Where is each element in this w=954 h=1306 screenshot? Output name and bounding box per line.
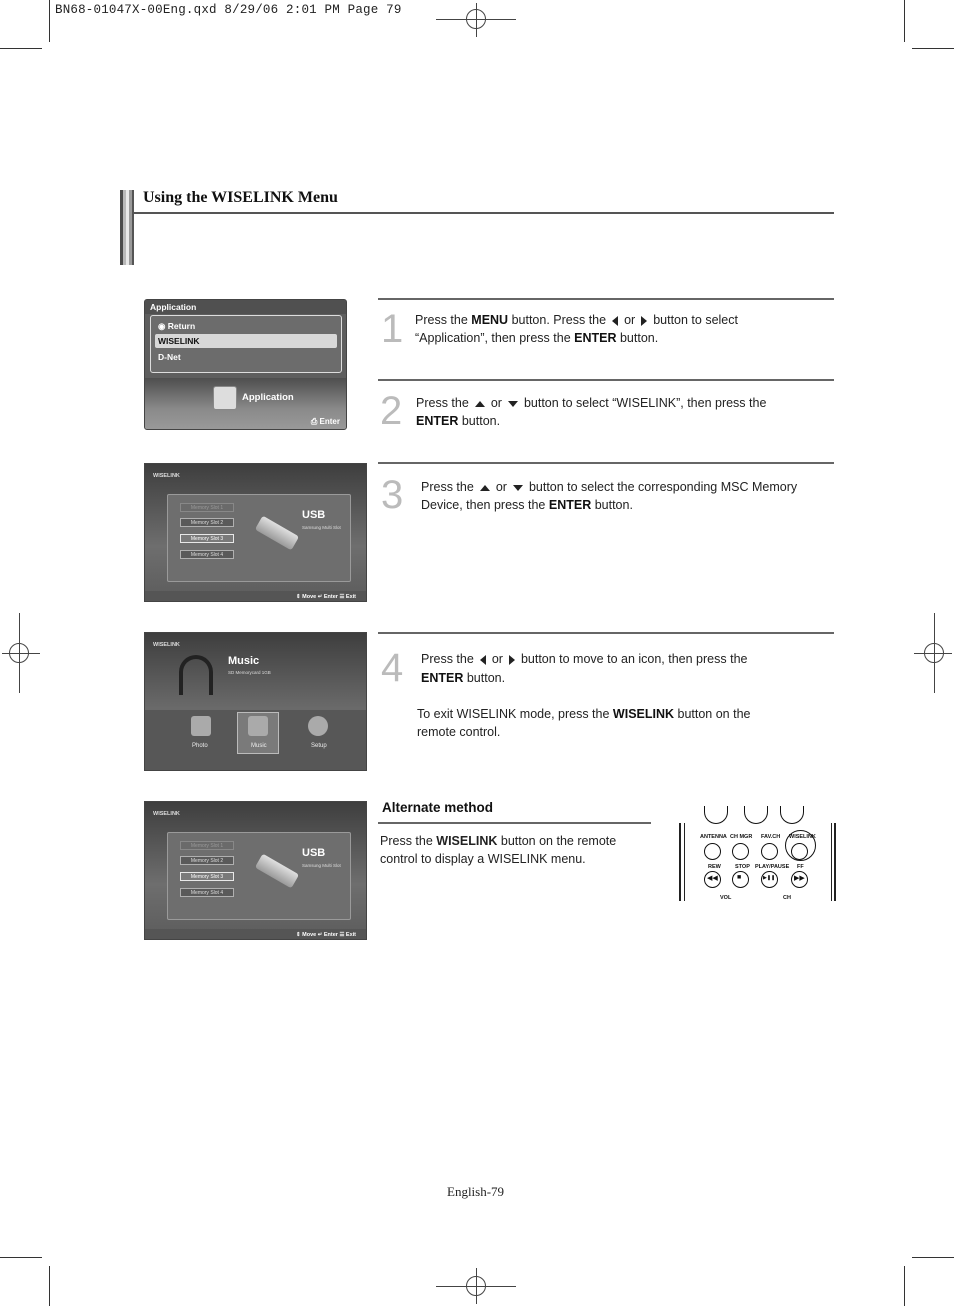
memory-slot-3: Memory Slot 3 [180,872,234,881]
antenna-label: ANTENNA [700,834,727,840]
photo-icon [191,716,211,736]
step-1-text: Press the MENU button. Press the or button to select “Application”, then press the ENTER button. [415,313,738,345]
usb-plug-icon [255,854,299,889]
remote-right-edge-inner [831,823,832,901]
step-2-rule [378,379,834,381]
alternate-method-text: Press the WISELINK button on the remote control to display a WISELINK menu. [380,834,617,866]
remote-left-edge-inner [684,823,685,901]
rew-button [704,871,721,888]
down-arrow-icon [513,485,523,491]
step-2-number: 2 [380,389,403,433]
ch-label: CH [783,895,791,901]
app-screen-footer [145,378,346,430]
up-arrow-icon [480,485,490,491]
antenna-button [704,843,721,860]
ch-mgr-button [732,843,749,860]
return-icon: ◉ [158,321,166,331]
section-title: Using the WISELINK Menu [143,189,338,206]
remote-control-illustration [679,812,836,904]
stop-icon: ■ [737,874,742,881]
application-menu-screenshot [144,299,347,430]
menu-item-wiselink: WISELINK [158,336,200,346]
memory-slot-3: Memory Slot 3 [180,534,234,543]
music-label: Music [251,743,267,749]
wiselink-logo: WISELINK [153,811,180,817]
usb-plug-icon [255,516,299,551]
step-4-rule [378,632,834,634]
section-rule [134,212,834,214]
usb-memory-slot-screenshot-2 [144,801,367,940]
remote-top-button-arc [744,806,768,824]
step-1-number: 1 [381,307,404,351]
wiselink-logo: WISELINK [153,642,180,648]
step-4-text: Press the or button to move to an icon, then press the ENTER button. [421,652,748,685]
memory-slot-4: Memory Slot 4 [180,550,234,559]
step-4-number: 4 [381,646,404,690]
memory-slot-4: Memory Slot 4 [180,888,234,897]
alternate-method-title: Alternate method [382,800,494,815]
usb-panel [167,494,351,582]
usb-subtitle: Samsung Multi Slot [302,525,341,530]
right-arrow-icon [509,655,515,665]
usb-panel [167,832,351,920]
play-pause-button [761,871,778,888]
rewind-icon: ◀◀ [707,875,718,882]
memory-slot-1: Memory Slot 1 [180,841,234,850]
memory-slot-2: Memory Slot 2 [180,518,234,527]
menu-item-dnet: D-Net [158,352,181,362]
step-1-rule [378,298,834,300]
step-3-rule [378,462,834,464]
usb-subtitle: Samsung Multi Slot [302,863,341,868]
usb-title: USB [302,509,326,521]
print-slug: BN68-01047X-00Eng.qxd 8/29/06 2:01 PM Page 79 [55,3,402,17]
vol-label: VOL [720,895,732,901]
step-3-number: 3 [381,473,404,517]
left-arrow-icon [612,316,618,326]
menu-item-return: ◉ Return [158,321,196,331]
enter-icon: ⎙ [310,417,318,426]
wiselink-logo: WISELINK [153,473,180,479]
app-menu-list [150,315,342,373]
fav-ch-button [761,843,778,860]
setup-gear-icon [308,716,328,736]
music-title: Music [228,655,260,667]
play-pause-icon: ▶❚❚ [763,875,776,881]
remote-top-button-arc [780,806,804,824]
music-icon [248,716,268,736]
usb-memory-slot-screenshot [144,463,367,602]
usb-hint: ⇕ Move ↵ Enter ☰ Exit [296,594,356,600]
stop-label: STOP [735,864,750,870]
remote-right-edge [834,823,836,901]
music-subtitle: SD Memorycard 1GB [228,670,271,675]
usb-hint: ⇕ Move ↵ Enter ☰ Exit [296,932,356,938]
up-arrow-icon [475,401,485,407]
media-icon-row [145,710,366,771]
app-screen-header: Application [145,300,346,314]
memory-slot-2: Memory Slot 2 [180,856,234,865]
photo-label: Photo [192,743,208,749]
headphones-icon [179,655,213,695]
usb-hint-bar [145,929,366,939]
step-2-text: Press the or button to select “WISELINK”, then press the ENTER button. [416,396,767,428]
setup-label: Setup [311,743,327,749]
ff-button [791,871,808,888]
play-pause-label: PLAY/PAUSE [755,864,790,870]
ch-mgr-label: CH MGR [730,834,753,840]
rew-label: REW [708,864,721,870]
application-icon [213,386,237,410]
app-screen-label: Application [242,392,294,403]
wiselink-highlight-ring [785,830,816,861]
remote-top-button-arc [704,806,728,824]
left-arrow-icon [480,655,486,665]
fav-ch-label: FAV.CH [761,834,781,840]
usb-title: USB [302,847,326,859]
step-4-note: To exit WISELINK mode, press the WISELINK button on the remote control. [417,707,751,739]
step-3-text: Press the or button to select the corresponding MSC Memory Device, then press the ENTER button. [421,480,798,512]
memory-slot-1: Memory Slot 1 [180,503,234,512]
fast-forward-icon: ▶▶ [794,875,805,882]
remote-left-edge [679,823,681,901]
enter-hint: ⎙ Enter [310,417,340,426]
page-number: English-79 [447,1184,505,1199]
right-arrow-icon [641,316,647,326]
wiselink-label: WISELINK [789,834,816,840]
usb-hint-bar [145,591,366,601]
alternate-method-rule [378,822,651,824]
section-bar [120,190,134,265]
music-screenshot [144,632,367,771]
stop-button [732,871,749,888]
ff-label: FF [797,864,804,870]
down-arrow-icon [508,401,518,407]
